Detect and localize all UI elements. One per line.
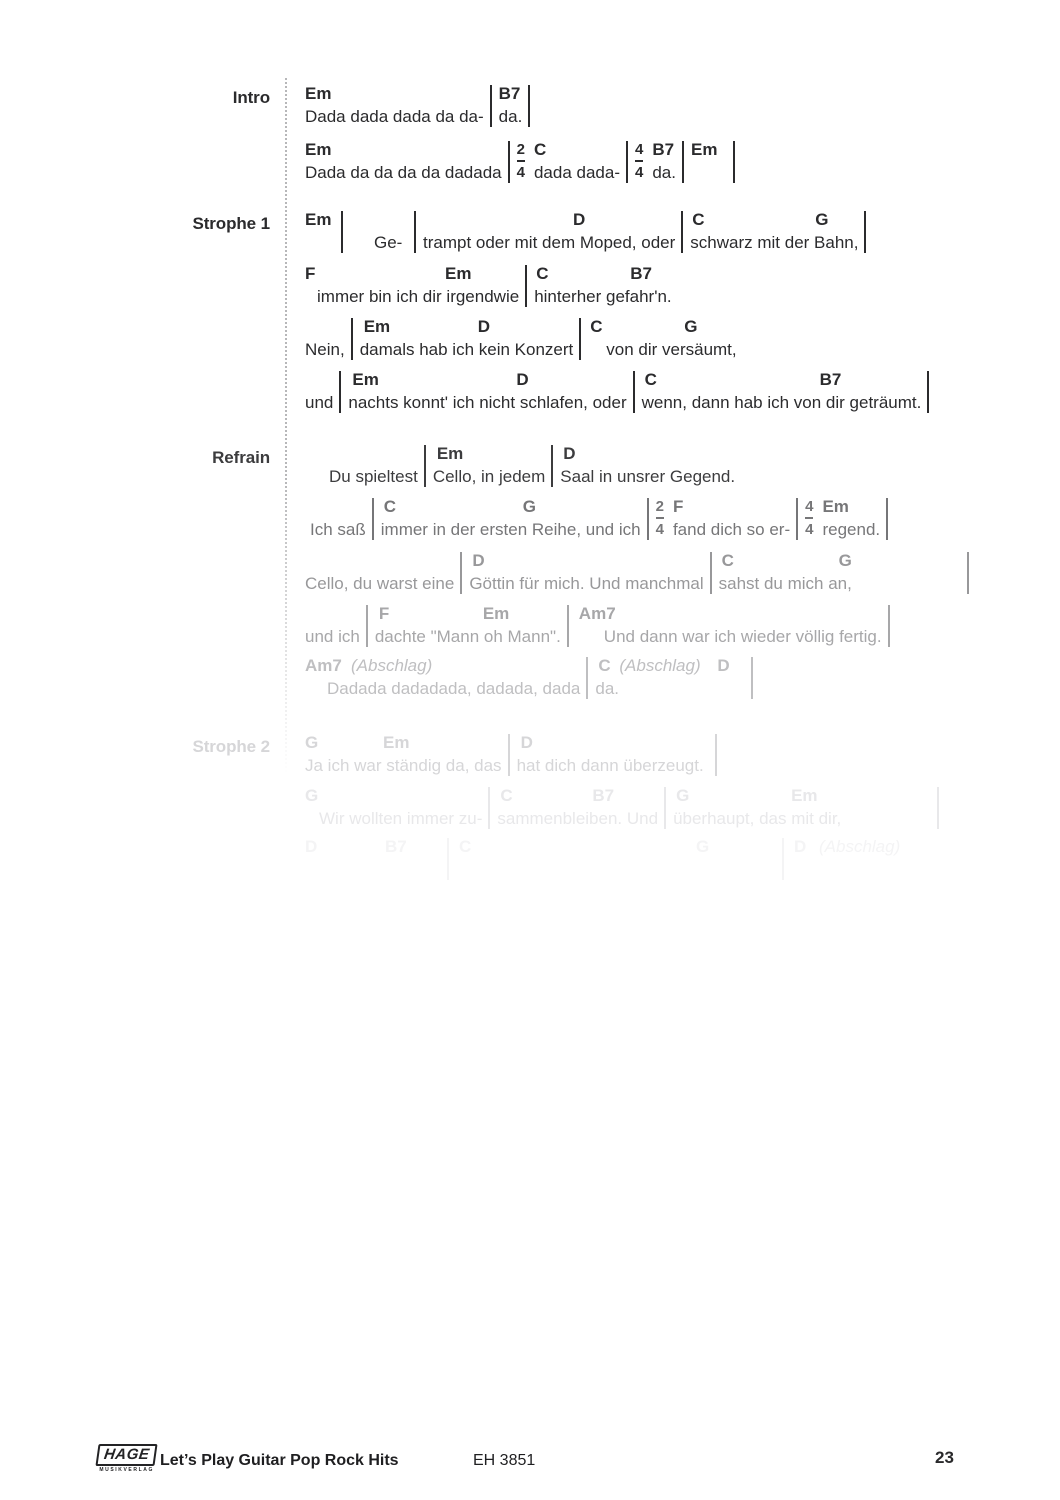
time-signature-numerator: 4 (805, 498, 813, 519)
measure (751, 656, 766, 700)
lyric-text: schwarz mit der Bahn, (690, 233, 859, 252)
measure-cell (360, 317, 580, 361)
measure (339, 370, 632, 414)
measure-cell (305, 84, 490, 128)
barline-icon (508, 141, 510, 183)
chord-symbol: Em (305, 84, 332, 103)
barline-icon (528, 85, 530, 127)
chord-symbol: B7 (652, 140, 675, 159)
measure-cell (673, 786, 937, 830)
measure (447, 837, 782, 881)
measure-cell (456, 837, 782, 881)
page-number: 23 (935, 1448, 954, 1467)
measure (305, 786, 488, 830)
music-line (305, 656, 766, 700)
section-label: Refrain (212, 448, 270, 467)
lyric-text: Ge- (374, 233, 403, 252)
chord-symbol: G (684, 317, 698, 336)
measure (508, 733, 715, 777)
measure (305, 551, 460, 595)
section-label: Strophe 2 (192, 737, 270, 756)
chord-symbol: D (794, 837, 807, 856)
barline-icon (647, 498, 649, 540)
chord-symbol: B7 (592, 786, 615, 805)
music-line (305, 140, 748, 184)
music-line (305, 210, 879, 254)
lyric-text: Nein, (305, 340, 345, 359)
barline-icon (551, 445, 553, 487)
measure (305, 210, 341, 254)
chord-symbol: D (563, 444, 576, 463)
measure-cell (305, 497, 372, 541)
chord-symbol: F (378, 604, 390, 623)
barline-icon (508, 734, 510, 776)
measure-cell (350, 210, 414, 254)
lyric-text: dachte "Mann oh Mann". (374, 627, 561, 646)
lyric-text: regend. (822, 520, 881, 539)
lyric-text: Cello, du warst eine (305, 574, 455, 593)
measure-cell (742, 140, 748, 184)
chord-symbol: C (692, 210, 705, 229)
measure (664, 786, 937, 830)
publisher-logo-box (95, 1444, 157, 1466)
lyric-text: und (305, 393, 334, 412)
chord-symbol: Em (363, 317, 391, 336)
measure-cell (976, 551, 982, 595)
barline-icon (351, 318, 353, 360)
measure (888, 604, 903, 648)
lyric-text: Dada dada dada da da- (305, 107, 484, 126)
measure-cell (375, 604, 567, 648)
chord-symbol: B7 (819, 370, 842, 389)
barline-icon (372, 498, 374, 540)
chord-symbol: Em (791, 786, 818, 805)
measure (488, 786, 664, 830)
music-line (305, 604, 903, 648)
measure (372, 497, 647, 541)
measure (305, 656, 586, 700)
series-title: Let’s Play Guitar Pop Rock Hits (160, 1452, 399, 1469)
music-line (305, 497, 901, 541)
measure (782, 837, 917, 881)
music-line (305, 551, 982, 595)
barline-icon (424, 445, 426, 487)
music-line (305, 84, 543, 128)
measure-cell (348, 370, 632, 414)
measure-cell (469, 551, 709, 595)
lyric-text: trampt oder mit dem Moped, oder (423, 233, 676, 252)
barline-icon (710, 552, 712, 594)
barline-icon (366, 605, 368, 647)
chord-symbol: Em (305, 210, 332, 229)
measure (937, 786, 952, 830)
music-line (305, 264, 678, 308)
music-line (305, 837, 917, 881)
measure (490, 84, 529, 128)
measure (424, 444, 551, 488)
edition-number: EH 3851 (473, 1452, 536, 1469)
barline-icon (682, 141, 684, 183)
chord-symbol: D (472, 551, 485, 570)
section-label: Strophe 1 (192, 214, 270, 233)
chord-symbol: Em (383, 733, 410, 752)
chord-symbol: F (672, 497, 684, 516)
lyric-text: überhaupt, das mit dir, (673, 809, 842, 828)
lyric-text: Ich saß (310, 520, 366, 539)
measure-cell (305, 656, 586, 700)
measure-cell (534, 264, 677, 308)
chord-symbol: D (477, 317, 490, 336)
lyric-text: Und dann war ich wieder völlig fertig. (603, 627, 882, 646)
chord-symbol: B7 (630, 264, 652, 283)
barline-icon (864, 211, 866, 253)
measure-cell (588, 317, 742, 361)
measure-cell (537, 84, 543, 128)
time-signature-denominator: 4 (655, 521, 664, 538)
barline-icon (967, 552, 969, 594)
measure (305, 370, 339, 414)
barline-icon (782, 838, 784, 880)
barline-icon (579, 318, 581, 360)
barline-icon (488, 787, 490, 829)
publisher-logo-text: HAGE (102, 1446, 151, 1463)
measure (710, 551, 967, 595)
time-signature (635, 141, 643, 182)
barline-icon (886, 498, 888, 540)
chord-symbol: G (522, 497, 536, 516)
lyric-text: dada dada- (533, 163, 620, 182)
measure-cell (791, 837, 917, 881)
chord-symbol: Em (482, 604, 510, 623)
lyric-text: da. (595, 679, 619, 698)
barline-icon (414, 211, 416, 253)
chord-symbol: D (305, 837, 318, 856)
lyric-text: und ich (305, 627, 360, 646)
time-signature (517, 141, 525, 182)
chord-symbol: Em (690, 140, 718, 159)
measure-cell (822, 497, 886, 541)
chord-symbol: G (815, 210, 829, 229)
measure (305, 604, 366, 648)
measure-cell (724, 733, 730, 777)
chord-symbol: Em (822, 497, 849, 516)
measure-cell (936, 370, 942, 414)
measure (886, 497, 901, 541)
measure (733, 140, 748, 184)
time-signature-numerator: 2 (656, 498, 664, 519)
measure-cell (652, 140, 682, 184)
measure-cell (423, 210, 681, 254)
chord-symbol: Am7 (305, 656, 342, 675)
measure-cell (305, 264, 525, 308)
measure-cell (517, 733, 715, 777)
measure (305, 264, 525, 308)
chord-symbol: D (520, 733, 533, 752)
measure-cell (534, 140, 626, 184)
measure-cell (497, 786, 664, 830)
chord-symbol: Em (445, 264, 472, 283)
measure-cell (305, 317, 351, 361)
chord-symbol: C (500, 786, 513, 805)
lyric-text: sammenbleiben. Und (497, 809, 659, 828)
barline-icon (715, 734, 717, 776)
measure (351, 317, 580, 361)
measure (508, 140, 626, 184)
barline-icon (751, 657, 753, 699)
lyric-text: von dir versäumt, (606, 340, 737, 359)
measure-cell (305, 786, 488, 830)
chord-annotation: (Abschlag) (619, 656, 701, 675)
measure (586, 656, 751, 700)
lyric-text: Cello, in jedem (432, 467, 546, 486)
measure (579, 317, 742, 361)
lyric-text: wenn, dann hab ich von dir geträumt. (641, 393, 922, 412)
measure (341, 210, 414, 254)
measure (681, 210, 864, 254)
chord-symbol: D (717, 656, 730, 675)
chord-symbol: C (721, 551, 734, 570)
chord-symbol: C (598, 656, 611, 675)
chord-symbol: C (644, 370, 657, 389)
measure-cell (691, 140, 733, 184)
measure-cell (305, 733, 508, 777)
chord-symbol: C (533, 140, 547, 159)
measure-cell (760, 656, 766, 700)
chord-symbol: D (516, 370, 529, 389)
music-line (305, 786, 952, 830)
measure-cell (895, 497, 901, 541)
barline-icon (927, 371, 929, 413)
time-signature-numerator: 2 (517, 141, 525, 162)
chord-symbol: G (676, 786, 690, 805)
measure (633, 370, 928, 414)
measure (626, 140, 682, 184)
lyric-text: da. (652, 163, 676, 182)
barline-icon (796, 498, 798, 540)
chord-symbol: B7 (498, 84, 521, 103)
chord-symbol: G (696, 837, 710, 856)
lyric-text: hinterher gefahr'n. (534, 287, 672, 306)
measure (715, 733, 730, 777)
chord-annotation: (Abschlag) (351, 656, 433, 675)
chord-symbol: G (305, 786, 319, 805)
measure (682, 140, 733, 184)
chord-symbol: G (838, 551, 852, 570)
measure (796, 497, 886, 541)
music-line (305, 370, 942, 414)
measure (525, 264, 677, 308)
music-line (305, 733, 730, 777)
time-signature (656, 498, 664, 539)
barline-icon (525, 265, 527, 307)
measure-cell (305, 370, 339, 414)
chord-symbol: C (536, 264, 549, 283)
measure-cell (560, 444, 741, 488)
time-signature-denominator: 4 (635, 164, 644, 181)
barline-icon (681, 211, 683, 253)
measure (647, 497, 797, 541)
lyric-text: Ja ich war ständig da, das (305, 756, 502, 775)
barline-icon (626, 141, 628, 183)
chord-symbol: G (305, 733, 319, 752)
chord-symbol: D (573, 210, 586, 229)
lyric-text: Dadada dadadada, dadada, dada (327, 679, 581, 698)
measure-cell (873, 210, 879, 254)
measure-cell (576, 604, 888, 648)
lyric-text: Dada da da da da dadada (305, 163, 502, 182)
lyric-text: nachts konnt' ich nicht schlafen, oder (348, 393, 627, 412)
measure (460, 551, 709, 595)
measure-cell (595, 656, 751, 700)
chord-symbol: Em (352, 370, 379, 389)
measure-cell (499, 84, 529, 128)
measure (551, 444, 741, 488)
measure (414, 210, 681, 254)
barline-icon (937, 787, 939, 829)
section-divider-dotted-rule (285, 78, 287, 804)
barline-icon (341, 211, 343, 253)
barline-icon (633, 371, 635, 413)
lyric-text: da. (498, 107, 523, 126)
measure-cell (381, 497, 647, 541)
lyric-text: hat dich dann überzeugt. (516, 756, 704, 775)
chord-symbol: Em (305, 140, 332, 159)
chord-symbol: C (590, 317, 603, 336)
publisher-logo-subtitle: MUSIKVERLAG (99, 1467, 154, 1473)
measure-cell (305, 210, 341, 254)
measure (305, 84, 490, 128)
time-signature (805, 498, 813, 539)
chord-annotation: (Abschlag) (819, 837, 901, 856)
measure-cell (642, 370, 928, 414)
measure-cell (690, 210, 864, 254)
publisher-logo (97, 1444, 156, 1473)
measure-cell (433, 444, 551, 488)
chord-symbol: C (383, 497, 397, 516)
measure-cell (673, 497, 796, 541)
measure-cell (305, 444, 424, 488)
chord-symbol: Am7 (578, 604, 616, 623)
time-signature-denominator: 4 (805, 521, 814, 538)
lyric-text: fand dich so er- (672, 520, 791, 539)
measure-cell (897, 604, 903, 648)
lyric-text: Wir wollten immer zu- (319, 809, 483, 828)
time-signature-denominator: 4 (516, 164, 525, 181)
barline-icon (733, 141, 735, 183)
barline-icon (339, 371, 341, 413)
lyric-text: immer in der ersten Reihe, und ich (380, 520, 641, 539)
measure (567, 604, 888, 648)
barline-icon (664, 787, 666, 829)
chord-symbol: C (459, 837, 472, 856)
lyric-text: Du spieltest (329, 467, 418, 486)
measure-cell (305, 140, 508, 184)
lyric-text: sahst du mich an, (718, 574, 852, 593)
barline-icon (567, 605, 569, 647)
measure (305, 317, 351, 361)
measure (305, 733, 508, 777)
measure (864, 210, 879, 254)
lyric-text: damals hab ich kein Konzert (359, 340, 574, 359)
chord-symbol: B7 (385, 837, 407, 856)
lyric-text: Göttin für mich. Und manchmal (469, 574, 704, 593)
barline-icon (447, 838, 449, 880)
barline-icon (586, 657, 588, 699)
measure (967, 551, 982, 595)
chord-symbol: F (305, 264, 316, 283)
measure (927, 370, 942, 414)
barline-icon (888, 605, 890, 647)
measure (305, 497, 372, 541)
section-label: Intro (232, 88, 270, 107)
time-signature-numerator: 4 (635, 141, 643, 162)
barline-icon (490, 85, 492, 127)
measure (366, 604, 567, 648)
measure-cell (305, 551, 460, 595)
measure-cell (305, 604, 366, 648)
chord-symbol: Em (436, 444, 464, 463)
lyric-text: immer bin ich dir irgendwie (317, 287, 520, 306)
measure (305, 444, 424, 488)
measure-cell (305, 837, 447, 881)
measure (528, 84, 543, 128)
lyric-text: Saal in unsrer Gegend. (560, 467, 736, 486)
music-line (305, 317, 743, 361)
measure-cell (946, 786, 952, 830)
measure (305, 140, 508, 184)
measure (305, 837, 447, 881)
measure-cell (719, 551, 967, 595)
barline-icon (460, 552, 462, 594)
music-line (305, 444, 741, 488)
